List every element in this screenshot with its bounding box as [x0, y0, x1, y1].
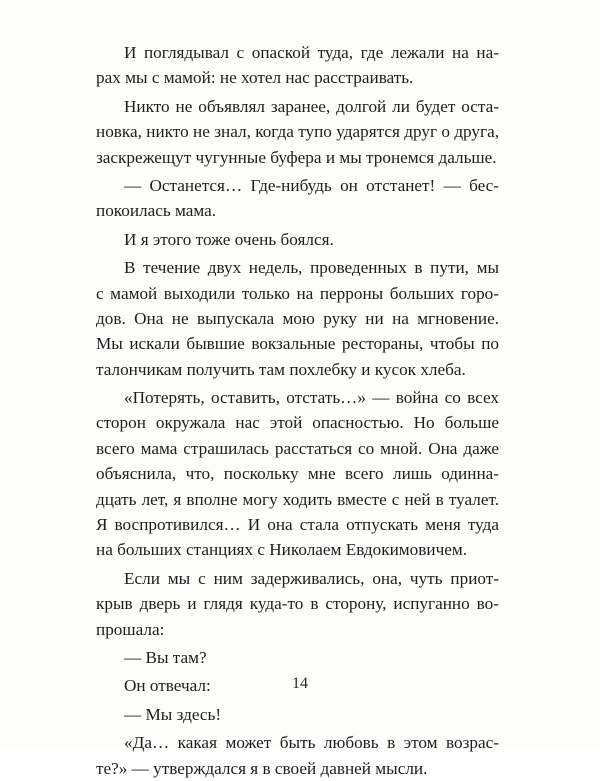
text-line: объяснила, что, поскольку мне всего лишь одинна-	[96, 464, 499, 484]
page-number: 14	[292, 675, 308, 692]
text-line: Если мы с ним задерживались, она, чуть приот-	[124, 568, 499, 588]
text-line: дов. Она не выпускала мою руку ни на мгновение.	[96, 308, 499, 328]
text-line: на больших станциях с Николаем Евдокимовичем.	[96, 540, 468, 560]
text-line: покоилась мама.	[96, 201, 217, 221]
text-line: — Останется… Где-нибудь он отстанет! — бес-	[124, 175, 499, 195]
text-line: «Потерять, оставить, отстать…» — война со всех	[124, 388, 499, 408]
text-line: дцать лет, я вполне могу ходить вместе с ней в туалет.	[96, 489, 499, 509]
body-text	[96, 40, 499, 781]
text-line: рах мы с мамой: не хотел нас расстраивать.	[96, 68, 414, 88]
text-line: — Вы там?	[124, 647, 207, 667]
text-line: всего мама страшилась расстаться со мной. Она даже	[96, 438, 499, 458]
text-line: заскрежещут чугунные буфера и мы тронемся дальше.	[96, 147, 497, 167]
text-line: Никто не объявлял заранее, долгой ли будет оста-	[124, 96, 499, 116]
text-line: прошала:	[96, 619, 165, 639]
text-line: новка, никто не знал, когда тупо ударятся друг о друга,	[96, 122, 499, 142]
text-line: Я воспротивился… И она стала отпускать меня туда	[96, 515, 499, 535]
text-line: талончикам получить там похлебку и кусок хлеба.	[96, 359, 466, 379]
text-line: те?» — утверждался я в своей давней мысли.	[96, 758, 428, 778]
text-line: В течение двух недель, проведенных в пути, мы	[124, 258, 499, 278]
text-line: с мамой выходили только на перроны больших горо-	[96, 283, 499, 303]
text-line: Он отвечал:	[124, 676, 211, 696]
text-line: — Мы здесь!	[124, 704, 222, 724]
text-line: Мы искали бывшие вокзальные рестораны, чтобы по	[96, 334, 499, 354]
text-line: сторон окружала нас этой опасностью. Но больше	[96, 413, 499, 433]
text-line: крыв дверь и глядя куда-то в сторону, испуганно во-	[96, 594, 499, 614]
text-line: И я этого тоже очень боялся.	[124, 229, 334, 249]
text-line: «Да… какая может быть любовь в этом возрас-	[124, 733, 499, 753]
text-line: И поглядывал с опаской туда, где лежали на на-	[124, 43, 499, 62]
